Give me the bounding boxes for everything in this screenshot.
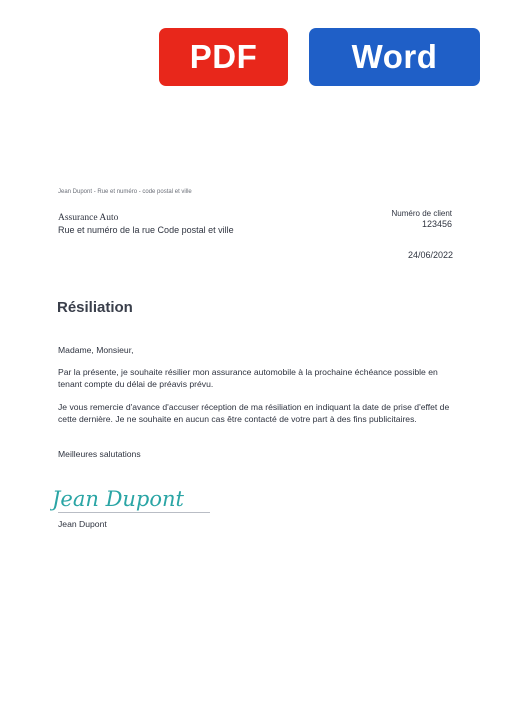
signature-line [58,512,210,513]
signature-text: Jean Dupont [52,487,184,511]
handwritten-signature [50,480,215,516]
client-number-block [392,208,452,230]
letter-closing: Meilleures salutations [58,449,141,459]
sender-address-line: Jean Dupont - Rue et numéro - code postal et ville [58,189,192,195]
letter-paragraph-2: Je vous remercie d'avance d'accuser réception de ma résiliation en indiquant la date de prise d'effet de cette dernière. Je ne souhaite en aucun cas être contacté de votre part à des fins publicitaires. [58,402,450,424]
signer-name: Jean Dupont [58,519,107,529]
letter-subject: Résiliation [57,299,133,316]
recipient-name: Assurance Auto [58,213,119,223]
letter-greeting: Madame, Monsieur, [58,345,134,355]
letter-date: 24/06/2022 [407,250,453,260]
download-pdf-button[interactable]: PDF [159,28,288,86]
client-number-value: 123456 [421,219,452,229]
recipient-block [58,212,234,236]
recipient-address: Rue et numéro de la rue Code postal et ville [58,225,234,235]
client-number-label: Numéro de client [391,209,452,218]
letter-paragraph-1: Par la présente, je souhaite résilier mon assurance automobile à la prochaine échéance possible en tenant compte du délai de préavis prévu. [58,367,438,389]
download-word-button[interactable]: Word [309,28,480,86]
